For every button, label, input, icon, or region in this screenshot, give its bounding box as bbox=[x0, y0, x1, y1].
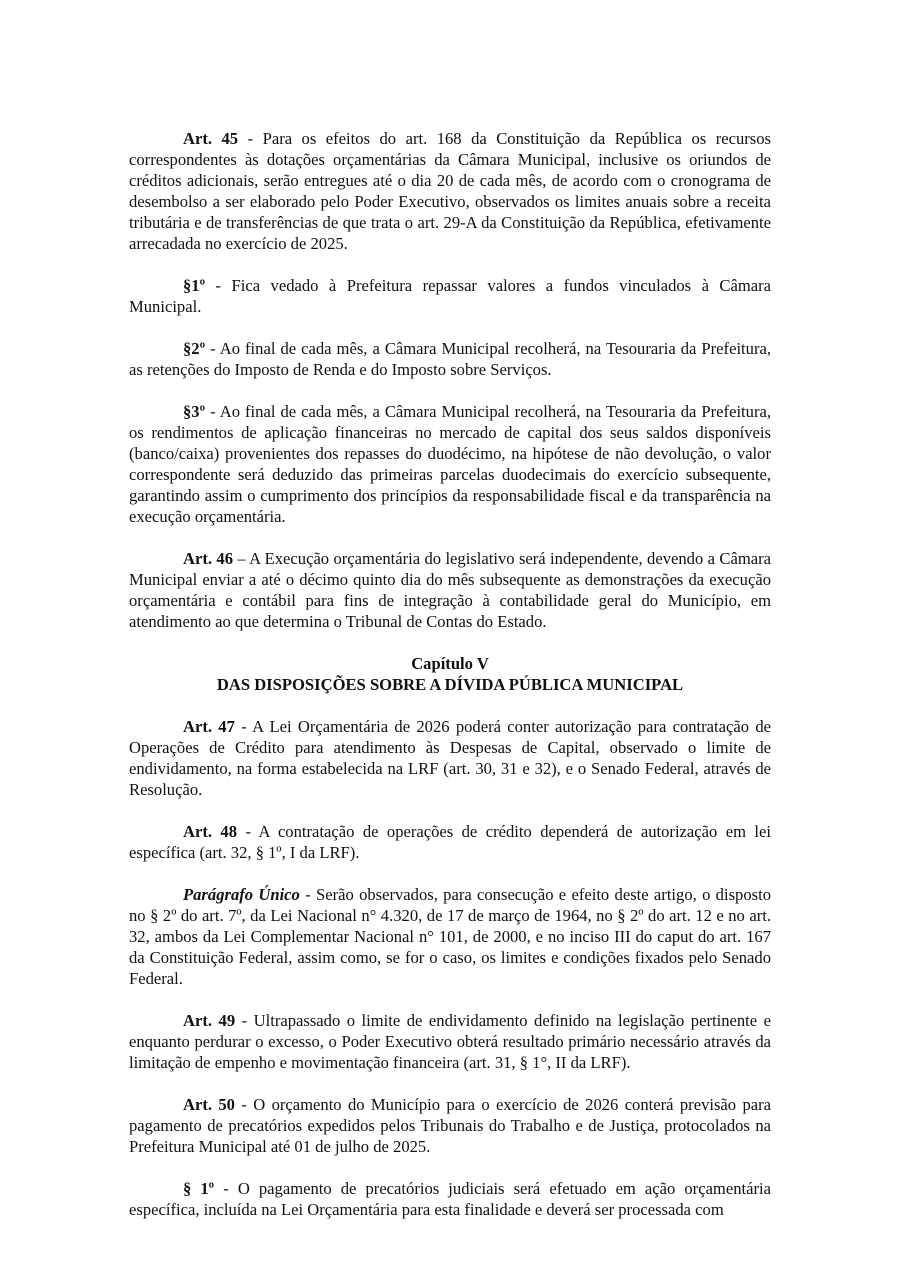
chapter-title: DAS DISPOSIÇÕES SOBRE A DÍVIDA PÚBLICA MUNICIPAL bbox=[216, 675, 684, 694]
paragraph-text: - Fica vedado à Prefeitura repassar valores a fundos vinculados à Câmara Municipal. bbox=[129, 276, 771, 316]
paragraph-label: Art. 50 bbox=[183, 1095, 235, 1114]
paragraph-label: §2º bbox=[183, 339, 206, 358]
paragraph-label: Art. 47 bbox=[183, 717, 235, 736]
art-50-paragraph-1 bbox=[129, 1178, 771, 1220]
paragraph-text: - Para os efeitos do art. 168 da Constituição da República os recursos correspondentes às dotações orçamentárias da Câmara Municipal, inclusive os oriundos de créditos adicionais, serão entregues até o dia 20 de cada mês, de acordo com o cronograma de desembolso a ser elaborado pelo Poder Executivo, observados os limites anuais sobre a receita tributária e de transferências de que trata o art. 29-A da Constituição da República, efetivamente arrecadada no exercício de 2025. bbox=[129, 129, 772, 253]
paragraph-text: - O pagamento de precatórios judiciais será efetuado em ação orçamentária específica, incluída na Lei Orçamentária para esta finalidade e deverá ser processada com bbox=[129, 1179, 771, 1219]
art-48-sole-paragraph bbox=[129, 884, 771, 989]
paragraph-label: Parágrafo Único bbox=[183, 885, 300, 904]
art-47-paragraph bbox=[129, 716, 771, 800]
paragraph-label: § 1º bbox=[183, 1179, 215, 1198]
art-46-paragraph bbox=[129, 548, 771, 632]
paragraph-text: - Serão observados, para consecução e efeito deste artigo, o disposto no § 2º do art. 7º, da Lei Nacional n° 4.320, de 17 de março de 1964, no § 2º do art. 12 e no art. 32, ambos da Lei Complementar Nacional n° 101, de 2000, e no inciso III do caput do art. 167 da Constituição Federal, assim como, se for o caso, os limites e condições fixados pelo Senado Federal. bbox=[129, 885, 771, 988]
paragraph-label: Art. 48 bbox=[183, 822, 238, 841]
chapter-number: Capítulo V bbox=[411, 654, 489, 673]
art-45-paragraph-1 bbox=[129, 275, 771, 317]
paragraph-label: Art. 49 bbox=[183, 1011, 236, 1030]
document-body bbox=[129, 128, 771, 1220]
art-49-paragraph bbox=[129, 1010, 771, 1073]
art-48-paragraph bbox=[129, 821, 771, 863]
paragraph-text: - Ao final de cada mês, a Câmara Municipal recolherá, na Tesouraria da Prefeitura, os rendimentos de aplicação financeiras no mercado de capital dos seus saldos disponíveis (banco/caixa) provenientes dos repasses do duodécimo, na hipótese de não devolução, o valor correspondente será deduzido das primeiras parcelas duodecimais do exercício subsequente, garantindo assim o cumprimento dos princípios da responsabilidade fiscal e da transparência na execução orçamentária. bbox=[129, 402, 771, 526]
paragraph-text: - O orçamento do Município para o exercício de 2026 conterá previsão para pagamento de precatórios expedidos pelos Tribunais do Trabalho e de Justiça, protocolados na Prefeitura Municipal até 01 de julho de 2025. bbox=[129, 1095, 772, 1156]
paragraph-text: – A Execução orçamentária do legislativo será independente, devendo a Câmara Municipal enviar a até o décimo quinto dia do mês subsequente as demonstrações da execução orçamentária e contábil para fins de integração à contabilidade geral do Município, em atendimento ao que determina o Tribunal de Contas do Estado. bbox=[129, 549, 771, 631]
paragraph-text: - A contratação de operações de crédito dependerá de autorização em lei específica (art. 32, § 1º, I da LRF). bbox=[129, 822, 771, 862]
art-45-paragraph-2 bbox=[129, 338, 771, 380]
art-45-paragraph-3 bbox=[129, 401, 771, 527]
chapter-heading bbox=[129, 653, 771, 695]
art-50-paragraph bbox=[129, 1094, 771, 1157]
paragraph-label: §3º bbox=[183, 402, 206, 421]
paragraph-text: - A Lei Orçamentária de 2026 poderá conter autorização para contratação de Operações de Crédito para atendimento às Despesas de Capital, observado o limite de endividamento, na forma estabelecida na LRF (art. 30, 31 e 32), e o Senado Federal, através de Resolução. bbox=[129, 717, 772, 799]
paragraph-label: Art. 46 bbox=[183, 549, 234, 568]
paragraph-label: §1º bbox=[183, 276, 206, 295]
art-45-paragraph bbox=[129, 128, 771, 254]
paragraph-text: - Ultrapassado o limite de endividamento definido na legislação pertinente e enquanto perdurar o excesso, o Poder Executivo obterá resultado primário necessário através da limitação de empenho e movimentação financeira (art. 31, § 1°, II da LRF). bbox=[129, 1011, 772, 1072]
paragraph-text: - Ao final de cada mês, a Câmara Municipal recolherá, na Tesouraria da Prefeitura, as retenções do Imposto de Renda e do Imposto sobre Serviços. bbox=[129, 339, 771, 379]
paragraph-label: Art. 45 bbox=[183, 129, 239, 148]
